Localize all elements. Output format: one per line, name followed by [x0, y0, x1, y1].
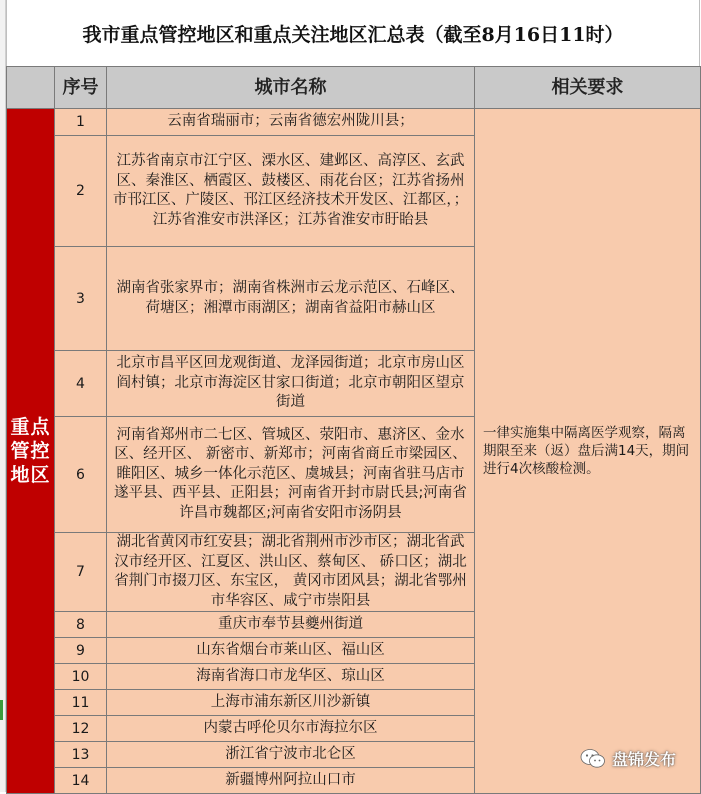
city-cell: 新疆博州阿拉山口市	[107, 768, 475, 794]
header-city: 城市名称	[107, 67, 475, 109]
city-cell: 浙江省宁波市北仑区	[107, 742, 475, 768]
summary-table	[6, 66, 701, 794]
city-cell: 山东省烟台市莱山区、福山区	[107, 638, 475, 664]
serial-cell: 11	[55, 690, 107, 716]
serial-cell: 12	[55, 716, 107, 742]
city-cell: 内蒙古呼伦贝尔市海拉尔区	[107, 716, 475, 742]
city-cell: 湖北省黄冈市红安县；湖北省荆州市沙市区；湖北省武汉市经开区、江夏区、洪山区、蔡甸区、 硚口区；湖北省荆门市掇刀区、东宝区， 黄冈市团风县；湖北省鄂州市华容区、咸宁市崇阳县	[107, 533, 475, 612]
header-row	[7, 67, 701, 109]
serial-cell: 10	[55, 664, 107, 690]
serial-cell: 8	[55, 612, 107, 638]
city-cell: 重庆市奉节县夔州街道	[107, 612, 475, 638]
serial-cell: 3	[55, 247, 107, 351]
header-blank	[7, 67, 55, 109]
serial-cell: 9	[55, 638, 107, 664]
page-title: 我市重点管控地区和重点关注地区汇总表（截至8月16日11时）	[6, 0, 700, 66]
category-cell: 重点管控地区	[7, 109, 55, 794]
city-cell: 海南省海口市龙华区、琼山区	[107, 664, 475, 690]
watermark-text: 盘锦发布	[612, 750, 677, 769]
serial-cell: 2	[55, 136, 107, 247]
serial-cell: 1	[55, 109, 107, 136]
watermark	[580, 747, 676, 770]
city-cell: 北京市昌平区回龙观街道、龙泽园街道；北京市房山区阎村镇；北京市海淀区甘家口街道；北京市朝阳区望京街道	[107, 351, 475, 417]
table-row	[7, 109, 701, 136]
sheet-edge-marker	[0, 700, 3, 720]
header-requirement: 相关要求	[475, 67, 701, 109]
wechat-icon	[580, 748, 606, 770]
city-cell: 江苏省南京市江宁区、溧水区、建邺区、高淳区、玄武区、秦淮区、栖霞区、鼓楼区、雨花台区；江苏省扬州市邗江区、广陵区、邗江区经济技术开发区、江都区，；江苏省淮安市洪泽区；江苏省淮安市盱眙县	[107, 136, 475, 247]
city-cell: 河南省郑州市二七区、管城区、荥阳市、惠济区、金水区、经开区、 新密市、新郑市；河南省商丘市梁园区、睢阳区、城乡一体化示范区、虞城县；河南省驻马店市遂平县、西平县、正阳县；河南省开封市尉氏县;河南省许昌市魏都区;河南省安阳市汤阴县	[107, 417, 475, 533]
serial-cell: 6	[55, 417, 107, 533]
city-cell: 上海市浦东新区川沙新镇	[107, 690, 475, 716]
serial-cell: 4	[55, 351, 107, 417]
city-cell: 云南省瑞丽市；云南省德宏州陇川县；	[107, 109, 475, 136]
city-cell: 湖南省张家界市；湖南省株洲市云龙示范区、石峰区、荷塘区；湘潭市雨湖区；湖南省益阳市赫山区	[107, 247, 475, 351]
serial-cell: 7	[55, 533, 107, 612]
requirement-cell: 一律实施集中隔离医学观察，隔离期限至来（返）盘后满14天，期间进行4次核酸检测。	[475, 109, 701, 794]
header-serial: 序号	[55, 67, 107, 109]
serial-cell: 13	[55, 742, 107, 768]
serial-cell: 14	[55, 768, 107, 794]
